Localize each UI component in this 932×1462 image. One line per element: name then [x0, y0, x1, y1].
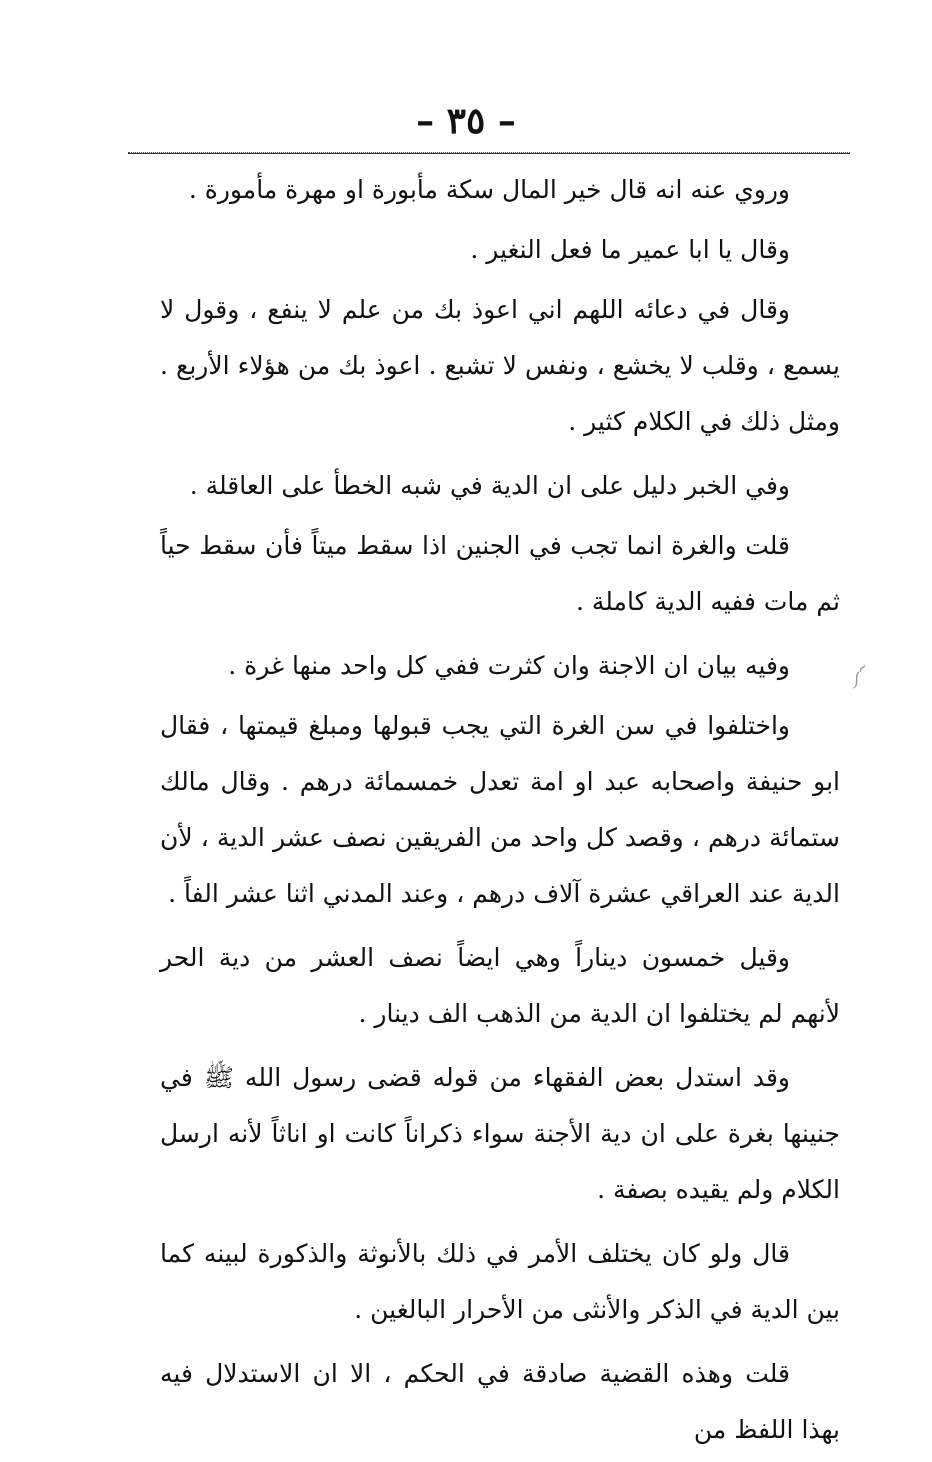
paragraph-4: وفي الخبر دليل على ان الدية في شبه الخطأ على العاقلة . [189, 471, 790, 500]
scan-mark: ༼ [852, 666, 865, 685]
header-rule [128, 152, 850, 154]
paragraph-5: قلت والغرة انما تجب في الجنين اذا سقط ميتاً فأن سقط حياً ثم مات ففيه الدية كاملة . [160, 531, 840, 616]
paragraph-8: وقيل خمسون ديناراً وهي ايضاً نصف العشر من دية الحر لأنهم لم يختلفوا ان الدية من الذهب الف دينار . [160, 943, 840, 1028]
paragraph-11: قلت وهذه القضية صادقة في الحكم ، الا ان الاستدلال فيه بهذا اللفظ من [160, 1359, 840, 1444]
body-text [160, 162, 840, 1462]
page-number: – ٣٥ – [416, 100, 516, 142]
paragraph-10: قال ولو كان يختلف الأمر في ذلك بالأنوثة والذكورة لبينه كما بين الدية في الذكر والأنثى من الأحرار البالغين . [160, 1239, 840, 1324]
paragraph-7: واختلفوا في سن الغرة التي يجب قبولها ومبلغ قيمتها ، فقال ابو حنيفة واصحابه عبد او امة تعدل خمسمائة درهم . وقال مالك ستمائة درهم ، وقصد كل واحد من الفريقين نصف عشر الدية ، لأن الدية عند العراقي عشرة آلاف درهم ، وعند المدني اثنا عشر الفاً . [160, 711, 840, 908]
paragraph-3: وقال في دعائه اللهم اني اعوذ بك من علم لا ينفع ، وقول لا يسمع ، وقلب لا يخشع ، ونفس لا تشبع . اعوذ بك من هؤلاء الأربع . ومثل ذلك في الكلام كثير . [160, 295, 840, 436]
paragraph-2: وقال يا ابا عمير ما فعل النغير . [470, 235, 790, 264]
paragraph-6: وفيه بيان ان الاجنة وان كثرت ففي كل واحد منها غرة . [228, 651, 790, 680]
paragraph-9: وقد استدل بعض الفقهاء من قوله قضى رسول الله ﷺ في جنينها بغرة على ان دية الأجنة سواء ذكراناً كانت او اناثاً لأنه ارسل الكلام ولم يقيده بصفة . [160, 1063, 840, 1204]
paragraph-1: وروي عنه انه قال خير المال سكة مأبورة او مهرة مأمورة . [188, 175, 790, 204]
